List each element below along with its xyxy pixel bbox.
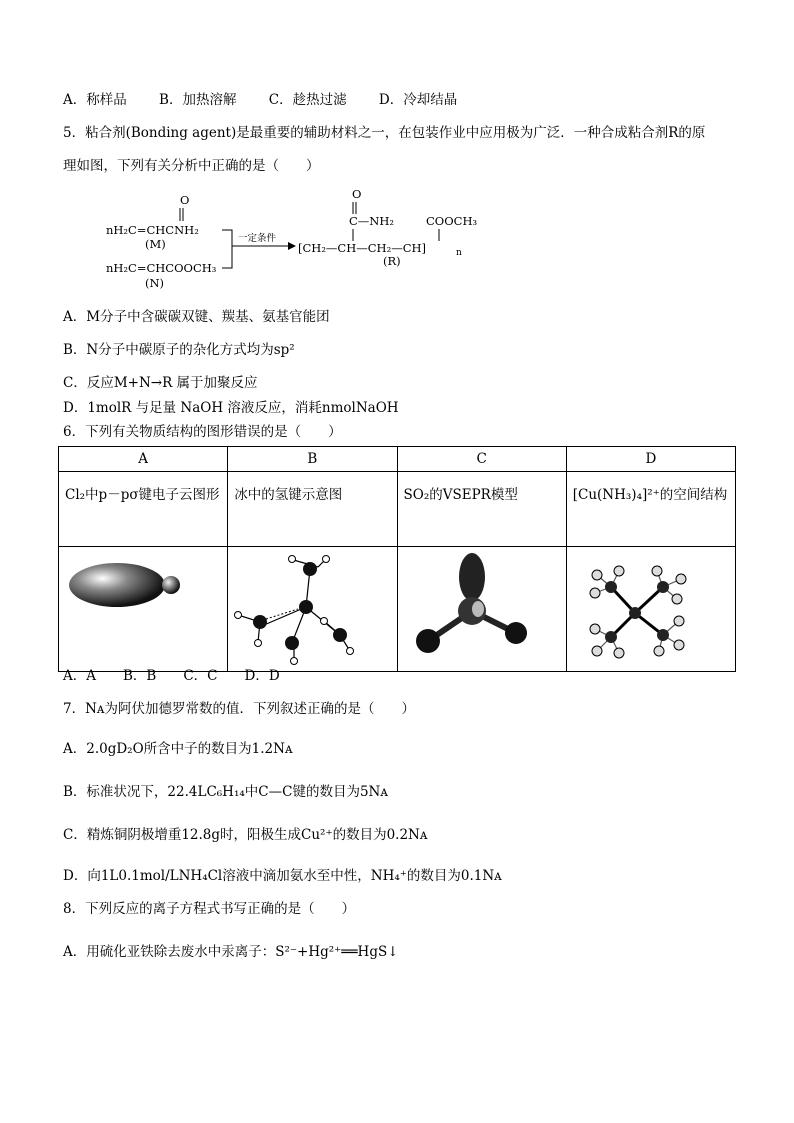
q5-reaction-scheme [100,190,500,295]
q6-header-d: D [566,447,735,472]
q6-header-b: B [228,447,397,472]
reaction-condition: 一定条件 [238,233,277,244]
q6-image-b [228,547,397,672]
q7-option-b: B．标准状况下，22.4LC₆H₁₄中C—C键的数目为5Nᴀ [63,784,388,800]
q6-desc-a: Cl₂中p－pσ键电子云图形 [59,472,228,547]
r-chain: [CH₂—CH—CH₂—CH] [298,241,427,255]
q6-table [58,446,736,672]
m-formula: nH₂C=CHCNH₂ [106,223,199,237]
q6-desc-b: 冰中的氢键示意图 [228,472,397,547]
so2-vsepr-model-image [398,547,566,671]
q6-header-c: C [397,447,566,472]
q5-stem-line2: 理如图，下列有关分析中正确的是（ ） [63,158,320,174]
q6-stem: 6．下列有关物质结构的图形错误的是（ ） [63,424,342,440]
n-formula: nH₂C=CHCOOCH₃ [106,261,217,275]
q7-option-c: C．精炼铜阴极增重12.8g时，阳极生成Cu²⁺的数目为0.2Nᴀ [63,827,428,843]
q7-option-a: A．2.0gD₂O所含中子的数目为1.2Nᴀ [63,741,293,757]
r-amide-group: C—NH₂ [349,214,395,228]
r-carbonyl-o: O [352,190,362,201]
q4-option-c: C．趁热过滤 [268,92,347,108]
q5-option-a: A．M分子中含碳碳双键、羰基、氨基官能团 [63,309,330,325]
q7-stem: 7．Nᴀ为阿伏加德罗常数的值．下列叙述正确的是（ ） [63,701,416,717]
q7-option-d: D．向1L0.1mol/LNH₄Cl溶液中滴加氨水至中性，NH₄⁺的数目为0.1Nᴀ [63,868,502,884]
q6-desc-d: [Cu(NH₃)₄]²⁺的空间结构 [566,472,735,547]
q6-answer-options: A．A B．B C．C D．D [63,668,280,684]
q5-option-c: C．反应M+N→R 属于加聚反应 [63,375,258,391]
cl2-electron-cloud-image [59,547,227,671]
r-label: (R) [383,254,401,268]
q6-image-d [566,547,735,672]
m-label: (M) [145,237,166,251]
q6-desc-c: SO₂的VSEPR模型 [397,472,566,547]
q8-stem: 8．下列反应的离子方程式书写正确的是（ ） [63,901,356,917]
n-label: (N) [145,276,165,290]
ice-hydrogen-bond-image [228,547,396,671]
q6-header-a: A [59,447,228,472]
q4-option-a: A．称样品 [63,92,127,108]
q5-option-b: B．N分子中碳原子的杂化方式均为sp² [63,342,295,358]
q4-option-d: D．冷却结晶 [378,92,458,108]
cu-nh3-complex-image [567,547,735,671]
q4-options [63,90,485,110]
q6-image-c [397,547,566,672]
q5-stem-line1: 5．粘合剂(Bonding agent)是最重要的辅助材料之一，在包装作业中应用极为广泛．一种合成粘合剂R的原 [63,125,706,141]
q4-option-b: B．加热溶解 [159,92,237,108]
q5-option-d: D．1molR 与足量 NaOH 溶液反应，消耗nmolNaOH [63,400,399,416]
r-repeat-n: n [456,248,462,258]
q8-option-a: A．用硫化亚铁除去废水中汞离子：S²⁻+Hg²⁺══HgS↓ [63,944,399,960]
q6-image-a [59,547,228,672]
r-ester-group: COOCH₃ [426,214,478,228]
m-carbonyl-o: O [180,193,190,207]
